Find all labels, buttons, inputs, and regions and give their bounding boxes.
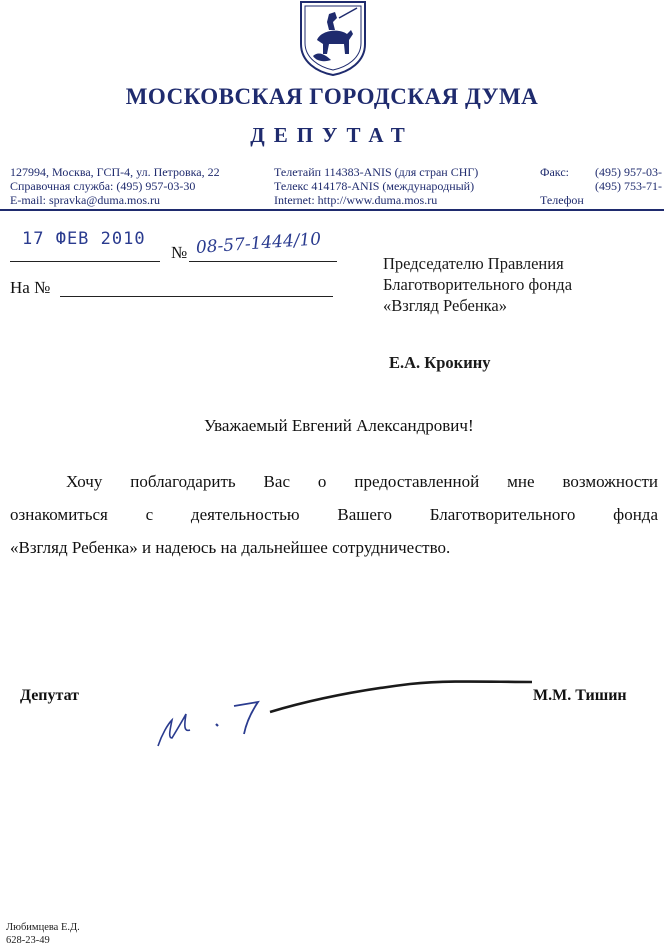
registration-number: 08-57-1444/10: [195, 229, 322, 258]
number-label: №: [171, 243, 188, 262]
signatory-position: Депутат: [20, 687, 80, 704]
recipient-name: Е.А. Крокину: [389, 353, 491, 372]
paragraph-line-2: ознакомиться с деятельностью Вашего Благотворительного фонда: [10, 505, 658, 524]
org-subtitle: ДЕПУТАТ: [250, 123, 414, 147]
reference-underline: [60, 296, 333, 297]
contact-teletype: Телетайп 114383-ANIS (для стран СНГ): [274, 165, 479, 179]
recipient-line-2: Благотворительного фонда: [383, 275, 573, 294]
number-underline: [189, 261, 337, 262]
recipient-line-1: Председателю Правления: [383, 254, 564, 273]
salutation: Уважаемый Евгений Александрович!: [204, 416, 474, 435]
paragraph-line-1: Хочу поблагодарить Вас о предоставленной мне возможности: [66, 472, 658, 491]
org-name: МОСКОВСКАЯ ГОРОДСКАЯ ДУМА: [125, 84, 539, 109]
handwritten-signature: [150, 672, 540, 762]
contact-internet: Internet: http://www.duma.mos.ru: [274, 193, 438, 207]
contact-phone2-value: (495) 753-71-: [595, 179, 662, 193]
recipient-line-3: «Взгляд Ребенка»: [383, 296, 507, 315]
contact-telex: Телекс 414178-ANIS (международный): [274, 179, 475, 193]
date-stamp: 17 ФЕВ 2010: [22, 229, 146, 249]
contact-fax-label: Факс:: [540, 165, 569, 179]
signatory-name: М.М. Тишин: [533, 687, 627, 704]
paragraph-line-3: «Взгляд Ребенка» и надеюсь на дальнейшее сотрудничество.: [10, 538, 451, 557]
contact-email: E-mail: spravka@duma.mos.ru: [10, 193, 161, 207]
executor-name: Любимцева Е.Д.: [6, 922, 80, 933]
moscow-coat-of-arms-icon: [299, 0, 367, 76]
executor-phone: 628-23-49: [6, 935, 50, 946]
contact-help: Справочная служба: (495) 957-03-30: [10, 179, 196, 193]
contact-fax-value: (495) 957-03-: [595, 165, 662, 179]
contact-address: 127994, Москва, ГСП-4, ул. Петровка, 22: [10, 165, 220, 179]
date-underline: [10, 261, 160, 262]
reference-label: На №: [10, 278, 51, 297]
header-divider: [0, 209, 664, 211]
contact-phone-label: Телефон: [540, 193, 584, 207]
